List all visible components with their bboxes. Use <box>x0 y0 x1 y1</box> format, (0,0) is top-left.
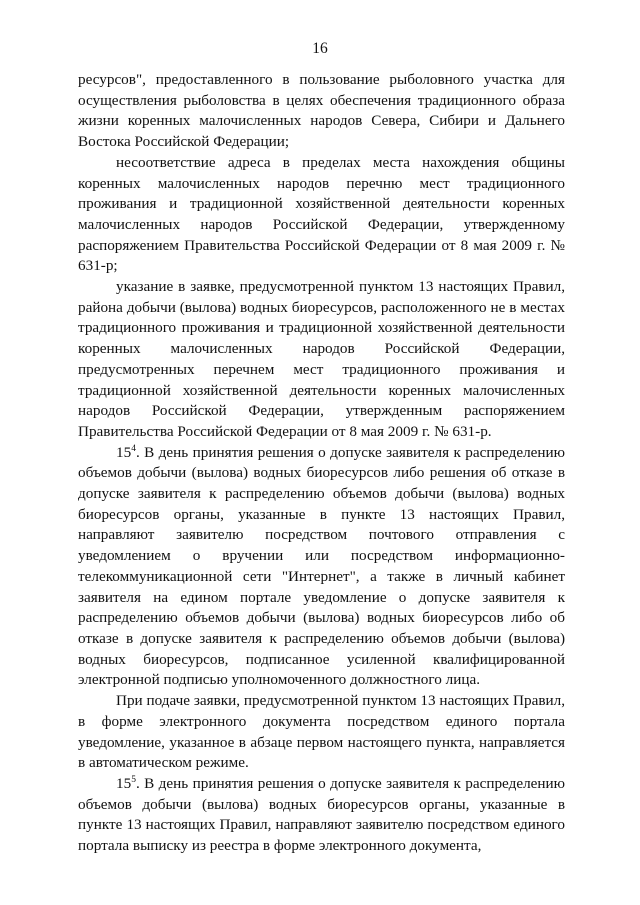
paragraph: указание в заявке, предусмотренной пунктом 13 настоящих Правил, района добычи (вылова) водных биоресурсов, расположенного не в местах традиционного проживания и традиционной хозяйственной деятельности коренных малочисленных народов Российской Федерации, предусмотренных перечнем мест традиционного проживания и традиционной хозяйственной деятельности коренных малочисленных народов Российской Федерации, утвержденным распоряжением Правительства Российской Федерации от 8 мая 2009 г. № 631-р. <box>78 278 565 440</box>
document-body <box>78 70 565 857</box>
paragraph: несоответствие адреса в пределах места нахождения общины коренных малочисленных народов перечню мест традиционного проживания и традиционной хозяйственной деятельности коренных малочисленных народов Российской Федерации, утвержденному распоряжением Правительства Российской Федерации от 8 мая 2009 г. № 631-р; <box>78 153 565 275</box>
clause-superscript: 5 <box>131 774 136 785</box>
clause-number: 15 <box>116 443 132 461</box>
clause-text: . В день принятия решения о допуске заявителя к распределению объемов добычи (вылова) водных биоресурсов органы, указанные в пункте 13 настоящих Правил, направляют заявителю посредством единого портала выписку из реестра в форме электронного документа, <box>78 774 565 855</box>
clause-text: . В день принятия решения о допуске заявителя к распределению объемов добычи (вылова) водных биоресурсов либо решения об отказе в допуске заявителя к распределению объемов добычи (вылова) водных биоресурсов органы, указанные в пункте 13 настоящих Правил, направляют заявителю посредством почтового отправления с уведомлением о вручении или посредством информационно-телекоммуникационной сети "Интернет", а также в личный кабинет заявителя на едином портале уведомление о допуске заявителя к распределению объемов добычи (вылова) водных биоресурсов либо об отказе в допуске заявителя к распределению объемов добычи (вылова) водных биоресурсов, подписанное усиленной квалифицированной электронной подписью уполномоченного должностного лица. <box>78 443 565 689</box>
clause-superscript: 4 <box>131 443 136 454</box>
clause-number: 15 <box>116 774 132 792</box>
paragraph: ресурсов", предоставленного в пользование рыболовного участка для осуществления рыболовства в целях обеспечения традиционного образа жизни коренных малочисленных народов Севера, Сибири и Дальнего Востока Российской Федерации; <box>78 71 565 151</box>
paragraph-clause-15-5 <box>78 774 565 857</box>
paragraph-clause-15-4 <box>78 443 565 691</box>
page-number: 16 <box>312 40 328 57</box>
paragraph: При подаче заявки, предусмотренной пунктом 13 настоящих Правил, в форме электронного документа посредством единого портала уведомление, указанное в абзаце первом настоящего пункта, направляется в автоматическом режиме. <box>78 692 565 772</box>
